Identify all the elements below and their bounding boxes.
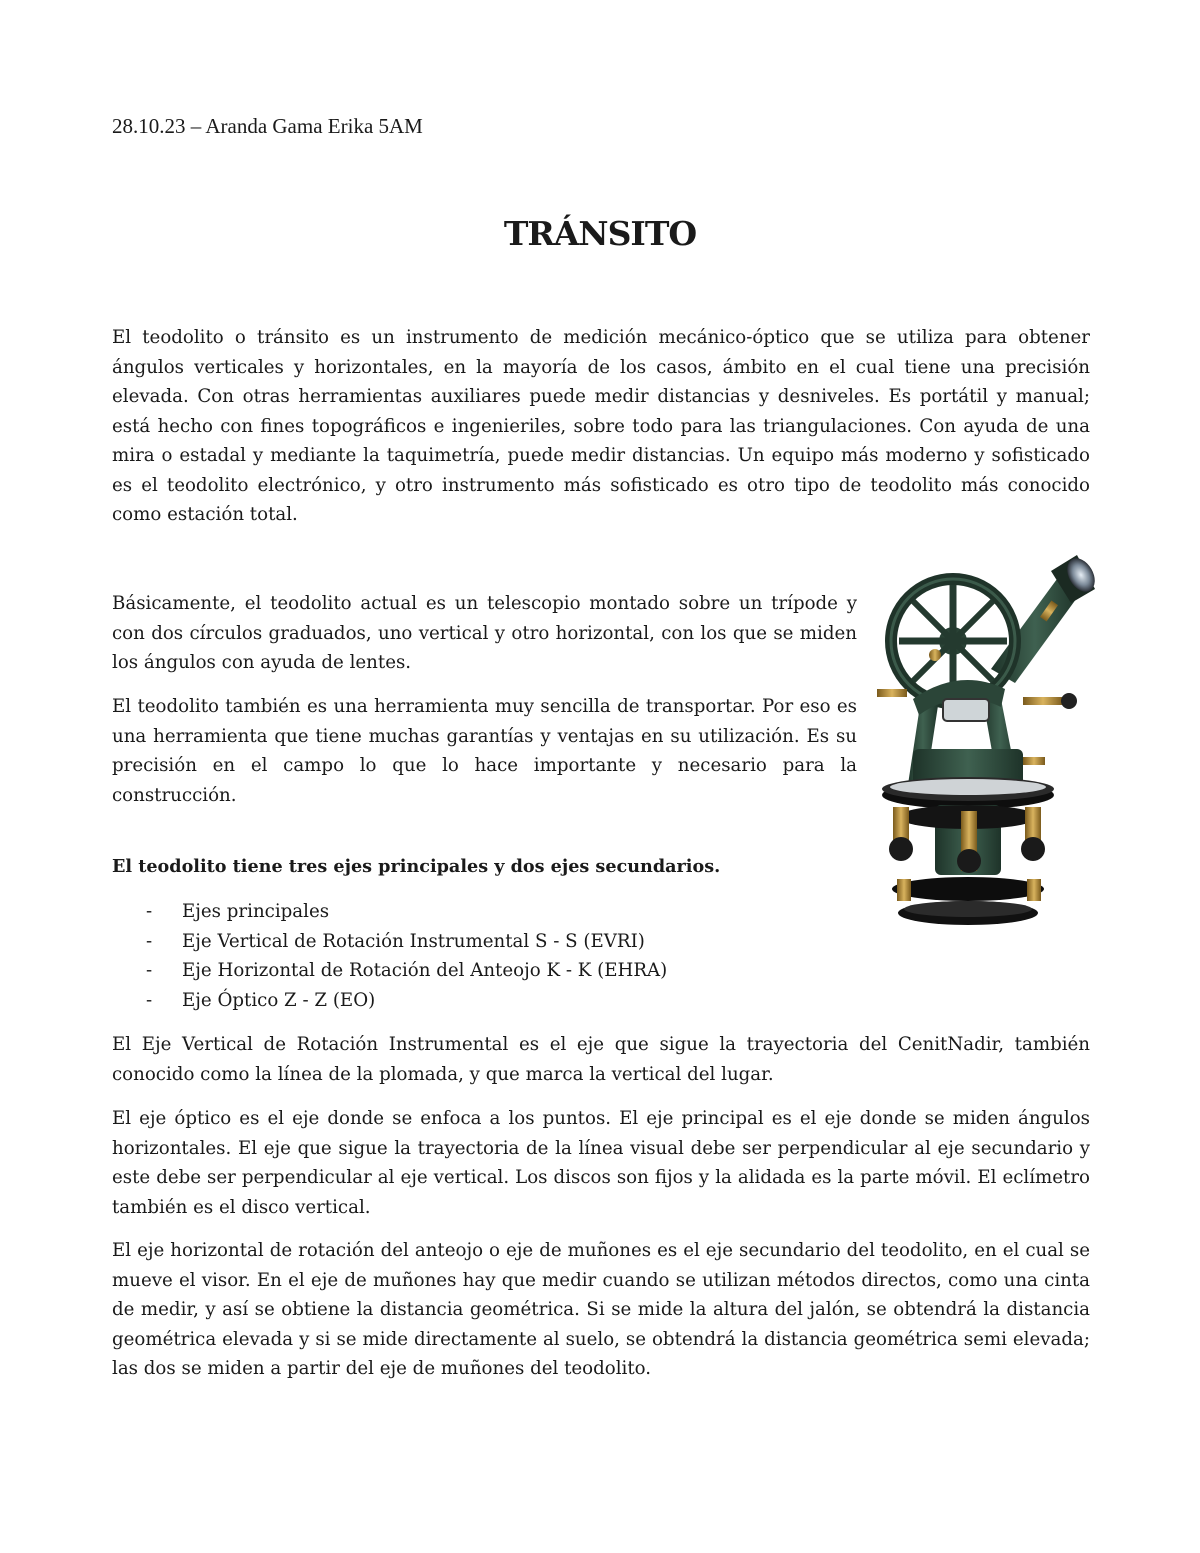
- paragraph-basics: Básicamente, el teodolito actual es un telescopio montado sobre un trípode y con dos círculos graduados, uno vertical y otro horizontal, con los que se miden los ángulos con ayuda de lentes.: [112, 593, 857, 673]
- theodolite-photo: [873, 549, 1095, 937]
- paragraph-optical-axis: El eje óptico es el eje donde se enfoca a los puntos. El eje principal es el eje donde se miden ángulos horizontales. El eje que sigue la trayectoria de la línea visual debe ser perpendicular al eje secundario y este debe ser perpendicular al eje vertical. Los discos son fijos y la alidada es la parte móvil. El eclímetro también es el disco vertical.: [112, 1108, 1090, 1218]
- list-item: [112, 897, 667, 927]
- axes-heading: El teodolito tiene tres ejes principales y dos ejes secundarios.: [112, 856, 721, 877]
- list-bullet: -: [146, 901, 153, 922]
- list-bullet: -: [146, 930, 153, 952]
- horizontal-circle: [882, 749, 1054, 809]
- list-item: [112, 956, 667, 986]
- paragraph-vertical-axis: El Eje Vertical de Rotación Instrumental es el eje que sigue la trayectoria del CenitNadir, también conocido como la línea de la plomada, y que marca la vertical del lugar.: [112, 1034, 1090, 1085]
- list-item-text: Eje Vertical de Rotación Instrumental S - S (EVRI): [182, 930, 645, 952]
- list-item-text: Eje Óptico Z - Z (EO): [182, 989, 376, 1011]
- list-bullet: -: [146, 989, 153, 1011]
- axes-list: [112, 897, 667, 1015]
- list-item: [112, 927, 667, 957]
- list-item-text: Eje Horizontal de Rotación del Anteojo K - K (EHRA): [182, 960, 668, 981]
- tribrach: [889, 805, 1045, 925]
- list-item: [112, 986, 667, 1016]
- date-author-line: 28.10.23 – Aranda Gama Erika 5AM: [112, 114, 423, 138]
- paragraph-transport: El teodolito también es una herramienta muy sencilla de transportar. Por eso es una herramienta que tiene muchas garantías y ventajas en su utilización. Es su precisión en el campo lo que lo hace importante y necesario para la construcción.: [112, 696, 857, 806]
- paragraph-intro: El teodolito o tránsito es un instrumento de medición mecánico-óptico que se utiliza para obtener ángulos verticales y horizontales, en la mayoría de los casos, ámbito en el cual tiene una precisión elevada. Con otras herramientas auxiliares puede medir distancias y desniveles. Es portátil y manual; está hecho con fines topográficos e ingenieriles, sobre todo para las triangulaciones. Con ayuda de una mira o estadal y mediante la taquimetría, puede medir distancias. Un equipo más moderno y sofisticado es el teodolito electrónico, y otro instrumento más sofisticado es otro tipo de teodolito más conocido como estación total.: [112, 327, 1090, 525]
- list-bullet: -: [146, 960, 153, 981]
- list-item-text: Ejes principales: [182, 901, 330, 922]
- page-title: TRÁNSITO: [503, 214, 697, 253]
- paragraph-horizontal-axis: El eje horizontal de rotación del anteojo o eje de muñones es el eje secundario del teodolito, en el cual se mueve el visor. En el eje de muñones hay que medir cuando se utilizan métodos directos, como una cinta de medir, y así se obtiene la distancia geométrica. Si se mide la altura del jalón, se obtendrá la distancia geométrica elevada y si se mide directamente al suelo, se obtendrá la distancia geométrica semi elevada; las dos se miden a partir del eje de muñones del teodolito.: [112, 1240, 1090, 1379]
- theodolite-illustration: [873, 549, 1095, 937]
